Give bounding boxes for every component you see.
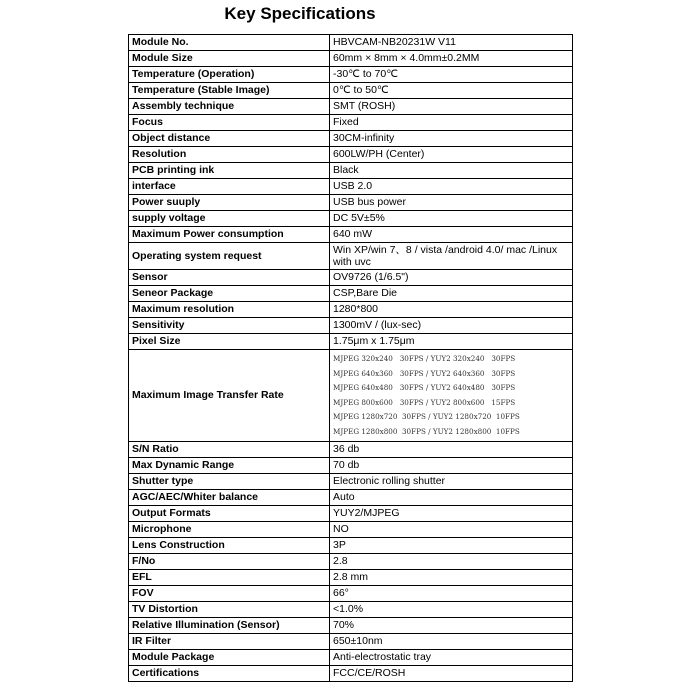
spec-key: Temperature (Operation) (129, 67, 330, 83)
transfer-mode-line: MJPEG 1280x800 30FPS / YUY2 1280x800 10FPS (333, 426, 520, 436)
table-row (129, 350, 573, 442)
table-row (129, 490, 573, 506)
table-row (129, 334, 573, 350)
spec-value: NO (330, 522, 573, 538)
spec-key: supply voltage (129, 211, 330, 227)
table-row (129, 179, 573, 195)
spec-value: 3P (330, 538, 573, 554)
spec-value: YUY2/MJPEG (330, 506, 573, 522)
spec-key: Certifications (129, 666, 330, 682)
table-row (129, 115, 573, 131)
spec-value: USB 2.0 (330, 179, 573, 195)
spec-value: 60mm × 8mm × 4.0mm±0.2MM (330, 51, 573, 67)
table-row (129, 163, 573, 179)
transfer-mode-line: MJPEG 1280x720 30FPS / YUY2 1280x720 10FPS (333, 412, 520, 421)
table-row (129, 634, 573, 650)
spec-key: Output Formats (129, 506, 330, 522)
table-row (129, 522, 573, 538)
spec-value: 2.8 mm (330, 570, 573, 586)
spec-value: 640 mW (330, 227, 573, 243)
spec-key: Microphone (129, 522, 330, 538)
transfer-mode-line: MJPEG 320x240 30FPS / YUY2 320x240 30FPS (333, 354, 516, 363)
spec-key: Operating system request (129, 243, 330, 270)
transfer-mode-line: MJPEG 800x600 30FPS / YUY2 800x600 15FPS (333, 397, 516, 407)
spec-value: 1.75μm x 1.75μm (330, 334, 573, 350)
spec-value: 2.8 (330, 554, 573, 570)
spec-key: Max Dynamic Range (129, 458, 330, 474)
page-title: Key Specifications (224, 4, 376, 23)
spec-key: Pixel Size (129, 334, 330, 350)
spec-key: Power suuply (129, 195, 330, 211)
spec-key: F/No (129, 554, 330, 570)
spec-key: FOV (129, 586, 330, 602)
spec-value: Anti-electrostatic tray (330, 650, 573, 666)
spec-value: <1.0% (330, 602, 573, 618)
table-row (129, 586, 573, 602)
spec-value: 70% (330, 618, 573, 634)
table-row (129, 211, 573, 227)
spec-key: AGC/AEC/Whiter balance (129, 490, 330, 506)
spec-value (330, 350, 573, 442)
table-row (129, 554, 573, 570)
spec-key: Sensor (129, 270, 330, 286)
table-row (129, 602, 573, 618)
spec-key: Sensitivity (129, 318, 330, 334)
spec-value: 66° (330, 586, 573, 602)
spec-value: DC 5V±5% (330, 211, 573, 227)
spec-key: EFL (129, 570, 330, 586)
spec-value: Black (330, 163, 573, 179)
table-row (129, 243, 573, 270)
spec-key: Lens Construction (129, 538, 330, 554)
spec-value: 650±10nm (330, 634, 573, 650)
spec-value: SMT (ROSH) (330, 99, 573, 115)
table-row (129, 147, 573, 163)
spec-table-body (129, 35, 573, 682)
spec-value: 36 db (330, 442, 573, 458)
table-row (129, 83, 573, 99)
spec-value: Fixed (330, 115, 573, 131)
spec-key: Focus (129, 115, 330, 131)
table-row (129, 458, 573, 474)
spec-value: 1300mV / (lux-sec) (330, 318, 573, 334)
spec-key: Module No. (129, 35, 330, 51)
table-row (129, 131, 573, 147)
spec-key: Relative Illumination (Sensor) (129, 618, 330, 634)
table-row (129, 51, 573, 67)
table-row (129, 650, 573, 666)
spec-key: S/N Ratio (129, 442, 330, 458)
spec-key: interface (129, 179, 330, 195)
spec-key: Assembly technique (129, 99, 330, 115)
table-row (129, 666, 573, 682)
spec-value: Win XP/win 7、8 / vista /android 4.0/ mac /Linux with uvc (330, 243, 573, 270)
spec-key: Maximum Power consumption (129, 227, 330, 243)
spec-value: 600LW/PH (Center) (330, 147, 573, 163)
spec-key: Module Size (129, 51, 330, 67)
spec-key: Object distance (129, 131, 330, 147)
spec-table (128, 34, 573, 682)
table-row (129, 286, 573, 302)
table-row (129, 318, 573, 334)
spec-value: OV9726 (1/6.5") (330, 270, 573, 286)
table-row (129, 302, 573, 318)
spec-value: -30℃ to 70℃ (330, 67, 573, 83)
table-row (129, 227, 573, 243)
spec-value: HBVCAM-NB20231W V11 (330, 35, 573, 51)
spec-key: Maximum Image Transfer Rate (129, 350, 330, 442)
spec-key: IR Filter (129, 634, 330, 650)
spec-value: CSP,Bare Die (330, 286, 573, 302)
spec-value: 1280*800 (330, 302, 573, 318)
spec-value: Auto (330, 490, 573, 506)
spec-key: Module Package (129, 650, 330, 666)
spec-key: Temperature (Stable Image) (129, 83, 330, 99)
spec-value: 30CM-infinity (330, 131, 573, 147)
spec-value: 70 db (330, 458, 573, 474)
table-row (129, 270, 573, 286)
table-row (129, 506, 573, 522)
spec-value: USB bus power (330, 195, 573, 211)
table-row (129, 67, 573, 83)
spec-key: Maximum resolution (129, 302, 330, 318)
spec-value: FCC/CE/ROSH (330, 666, 573, 682)
table-row (129, 618, 573, 634)
table-row (129, 99, 573, 115)
spec-key: Seneor Package (129, 286, 330, 302)
spec-key: Shutter type (129, 474, 330, 490)
table-row (129, 570, 573, 586)
spec-value: Electronic rolling shutter (330, 474, 573, 490)
spec-key: Resolution (129, 147, 330, 163)
spec-key: PCB printing ink (129, 163, 330, 179)
table-row (129, 195, 573, 211)
transfer-mode-line: MJPEG 640x360 30FPS / YUY2 640x360 30FPS (333, 368, 516, 378)
spec-key: TV Distortion (129, 602, 330, 618)
spec-value: 0℃ to 50℃ (330, 83, 573, 99)
table-row (129, 442, 573, 458)
table-row (129, 35, 573, 51)
transfer-mode-line: MJPEG 640x480 30FPS / YUY2 640x480 30FPS (333, 383, 516, 392)
table-row (129, 538, 573, 554)
table-row (129, 474, 573, 490)
